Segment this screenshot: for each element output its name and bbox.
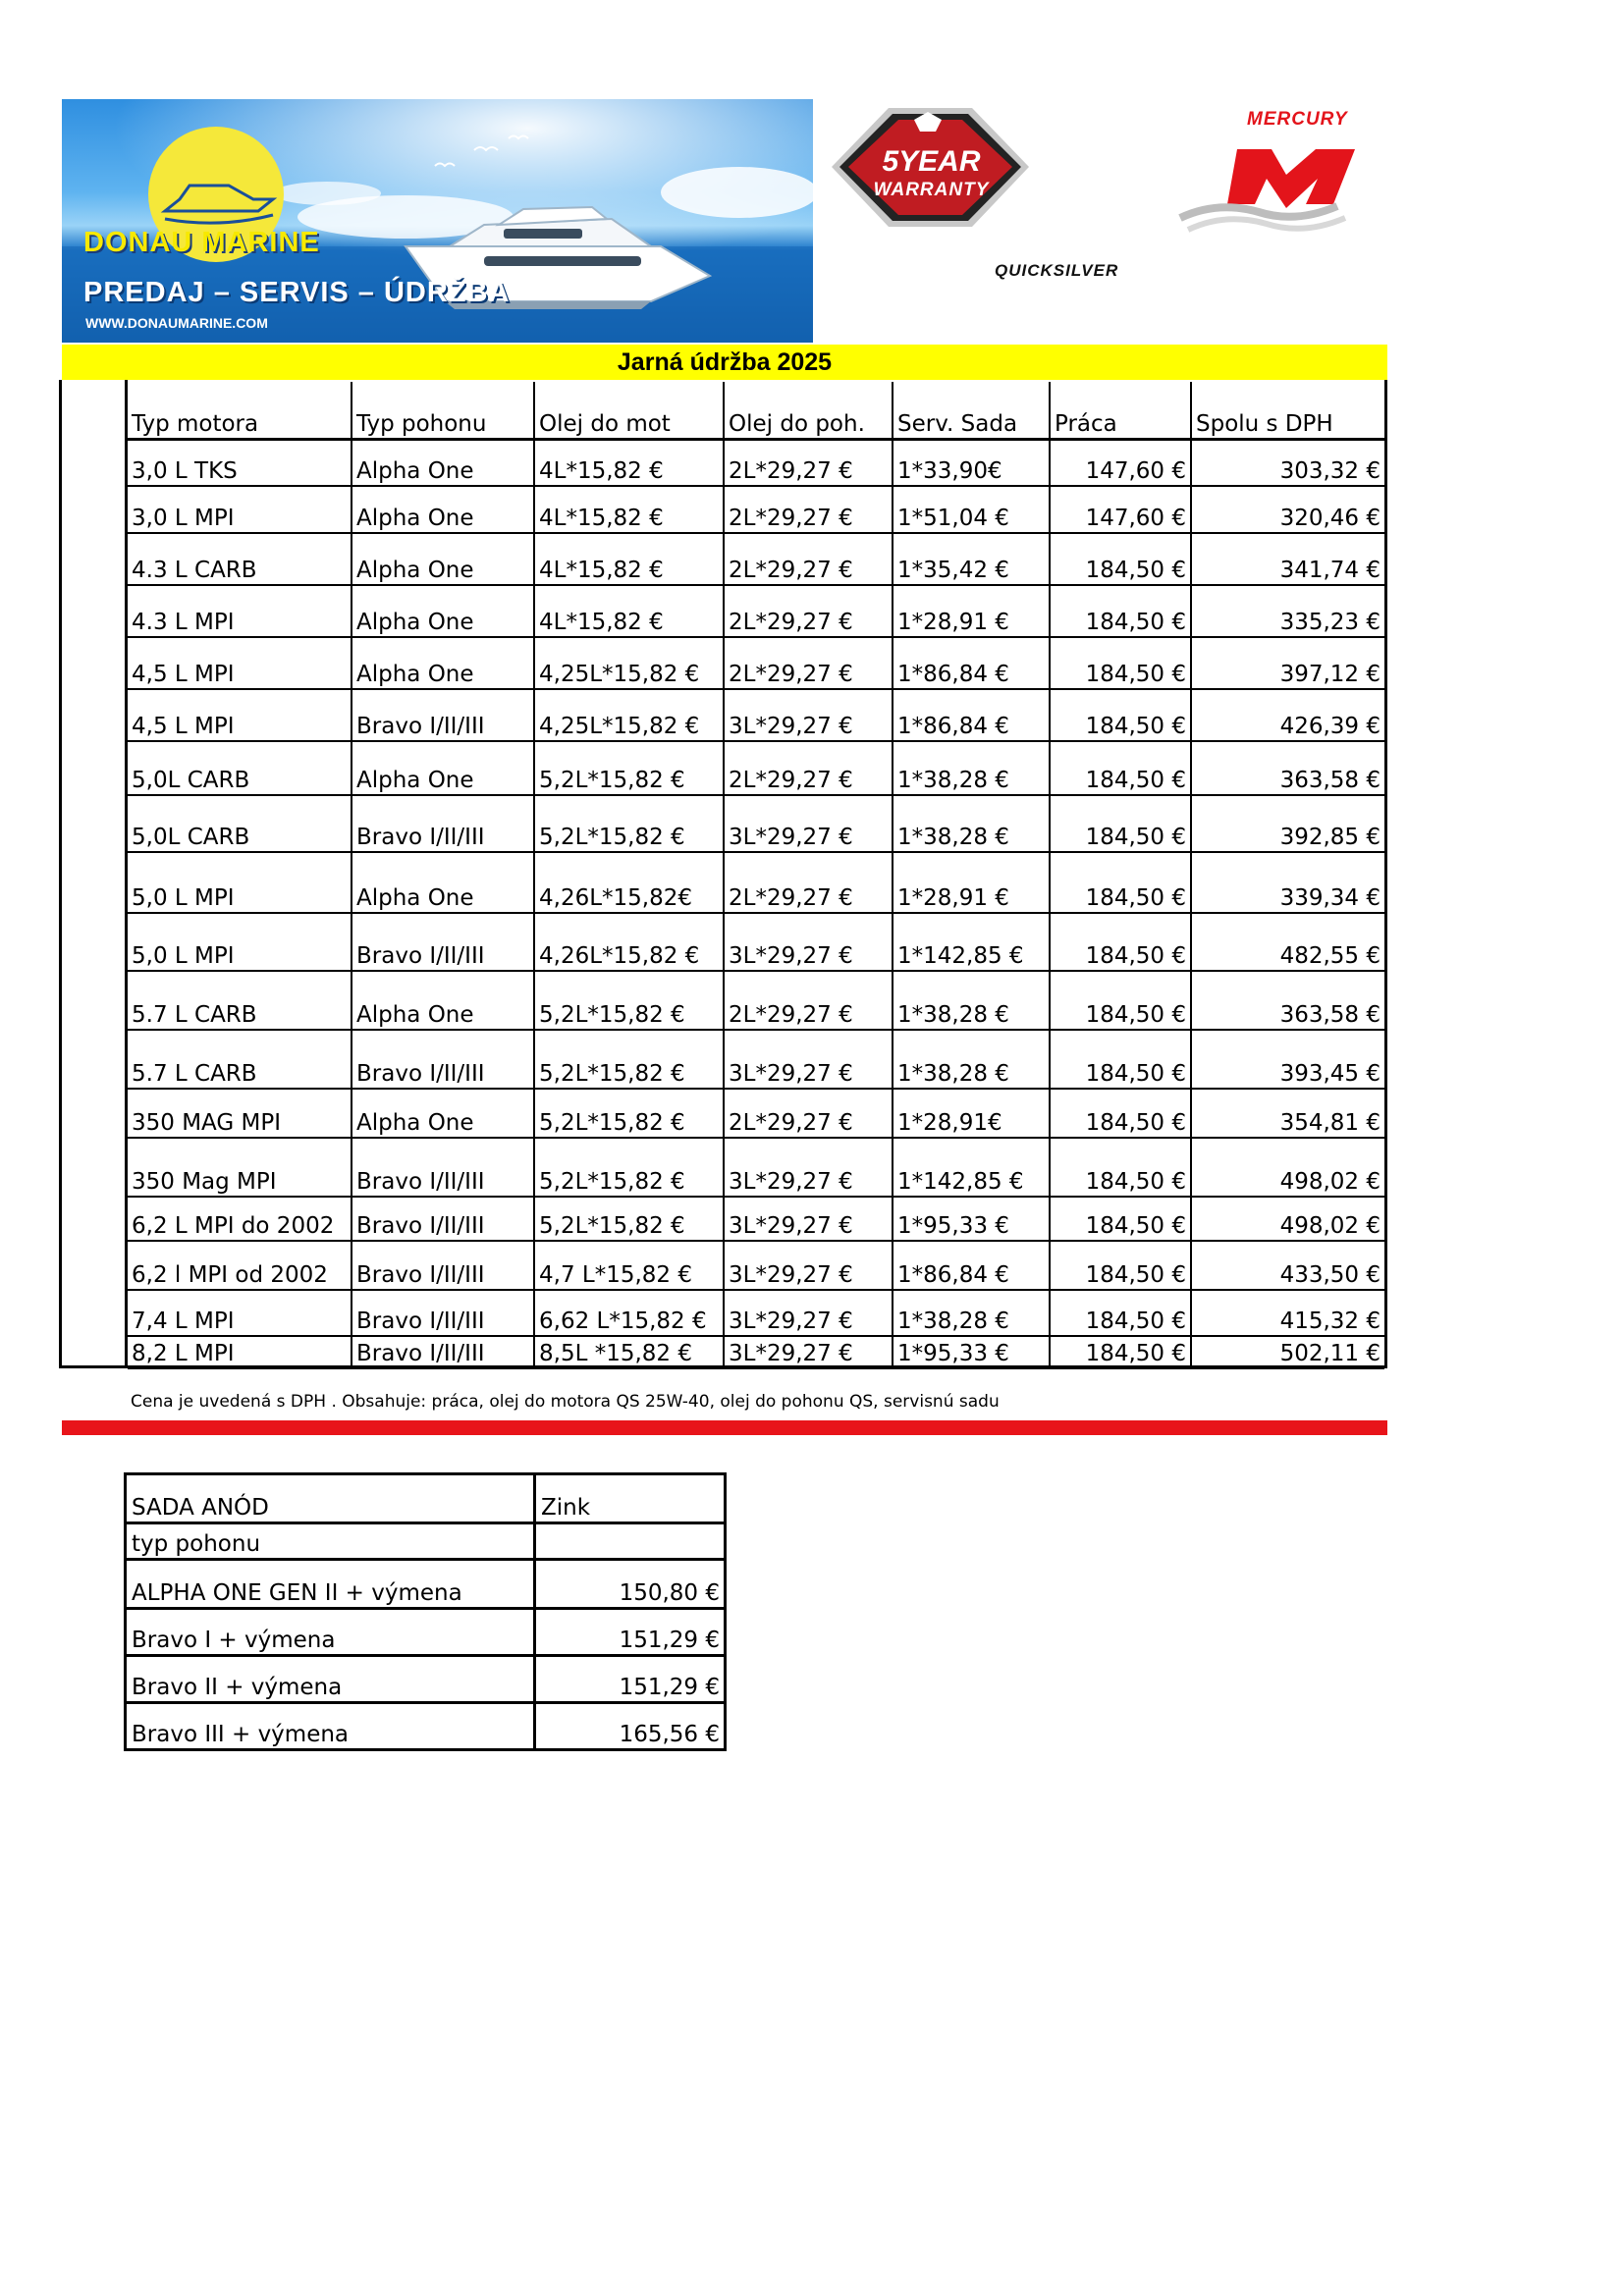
column-header: Typ pohonu <box>352 382 534 439</box>
service-kit-cell: 1*142,85 € <box>893 913 1050 971</box>
labor-cell: 147,60 € <box>1050 439 1191 486</box>
column-header: Práca <box>1050 382 1191 439</box>
service-kit-cell: 1*86,84 € <box>893 1241 1050 1290</box>
boat-logo-icon <box>160 172 278 231</box>
service-kit-cell: 1*38,28 € <box>893 741 1050 795</box>
engine-oil-cell: 5,2L*15,82 € <box>534 971 724 1030</box>
price-footnote: Cena je uvedená s DPH . Obsahuje: práca, olej do motora QS 25W-40, olej do pohonu QS, servisnú sadu <box>131 1392 1000 1412</box>
drive-oil-cell: 2L*29,27 € <box>724 637 893 689</box>
total-cell: 341,74 € <box>1191 533 1384 585</box>
table-row <box>128 689 1384 741</box>
labor-cell: 184,50 € <box>1050 971 1191 1030</box>
mercury-brand: MERCURY <box>1247 109 1348 130</box>
labor-cell: 184,50 € <box>1050 637 1191 689</box>
engine-cell: 6,2 L MPI do 2002 <box>128 1197 352 1241</box>
anode-drive-cell: Bravo I + výmena <box>126 1609 535 1656</box>
labor-cell: 184,50 € <box>1050 1089 1191 1138</box>
drive-cell: Bravo I/II/III <box>352 1030 534 1089</box>
engine-oil-cell: 5,2L*15,82 € <box>534 1089 724 1138</box>
service-kit-cell: 1*28,91€ <box>893 1089 1050 1138</box>
service-kit-cell: 1*28,91 € <box>893 585 1050 637</box>
labor-cell: 184,50 € <box>1050 795 1191 852</box>
anode-drive-cell: Bravo III + výmena <box>126 1703 535 1750</box>
company-name: DONAU MARINE <box>83 227 320 258</box>
drive-cell: Bravo I/II/III <box>352 913 534 971</box>
engine-oil-cell: 5,2L*15,82 € <box>534 795 724 852</box>
engine-cell: 3,0 L MPI <box>128 486 352 533</box>
service-kit-cell: 1*38,28 € <box>893 971 1050 1030</box>
table-row <box>128 852 1384 913</box>
labor-cell: 184,50 € <box>1050 1336 1191 1368</box>
anode-header-value: Zink <box>535 1474 726 1523</box>
engine-oil-cell: 4,26L*15,82 € <box>534 913 724 971</box>
engine-cell: 3,0 L TKS <box>128 439 352 486</box>
service-kit-cell: 1*86,84 € <box>893 637 1050 689</box>
total-cell: 433,50 € <box>1191 1241 1384 1290</box>
table-row <box>128 486 1384 533</box>
drive-cell: Alpha One <box>352 741 534 795</box>
engine-cell: 5,0L CARB <box>128 795 352 852</box>
total-cell: 393,45 € <box>1191 1030 1384 1089</box>
table-row <box>128 741 1384 795</box>
total-cell: 339,34 € <box>1191 852 1384 913</box>
engine-oil-cell: 4L*15,82 € <box>534 533 724 585</box>
labor-cell: 184,50 € <box>1050 852 1191 913</box>
drive-cell: Alpha One <box>352 637 534 689</box>
engine-oil-cell: 4L*15,82 € <box>534 439 724 486</box>
drive-oil-cell: 2L*29,27 € <box>724 533 893 585</box>
engine-oil-cell: 4,7 L*15,82 € <box>534 1241 724 1290</box>
anode-price-cell: 165,56 € <box>535 1703 726 1750</box>
drive-cell: Bravo I/II/III <box>352 1138 534 1197</box>
engine-oil-cell: 4,25L*15,82 € <box>534 689 724 741</box>
drive-cell: Bravo I/II/III <box>352 1290 534 1336</box>
engine-cell: 8,2 L MPI <box>128 1336 352 1368</box>
engine-cell: 5.7 L CARB <box>128 971 352 1030</box>
table-row <box>126 1609 726 1656</box>
price-table-left-margin <box>62 380 128 1365</box>
service-kit-cell: 1*38,28 € <box>893 1290 1050 1336</box>
labor-cell: 184,50 € <box>1050 585 1191 637</box>
labor-cell: 184,50 € <box>1050 1290 1191 1336</box>
service-kit-cell: 1*142,85 € <box>893 1138 1050 1197</box>
engine-cell: 5,0 L MPI <box>128 913 352 971</box>
engine-cell: 4,5 L MPI <box>128 689 352 741</box>
engine-oil-cell: 4,26L*15,82€ <box>534 852 724 913</box>
drive-oil-cell: 3L*29,27 € <box>724 913 893 971</box>
total-cell: 498,02 € <box>1191 1138 1384 1197</box>
labor-cell: 184,50 € <box>1050 1197 1191 1241</box>
anode-subheader-row <box>126 1523 726 1560</box>
drive-cell: Alpha One <box>352 439 534 486</box>
labor-cell: 184,50 € <box>1050 913 1191 971</box>
table-row <box>128 1336 1384 1368</box>
engine-oil-cell: 5,2L*15,82 € <box>534 1138 724 1197</box>
engine-cell: 4.3 L CARB <box>128 533 352 585</box>
service-kit-cell: 1*28,91 € <box>893 852 1050 913</box>
anode-drive-cell: ALPHA ONE GEN II + výmena <box>126 1560 535 1609</box>
drive-oil-cell: 2L*29,27 € <box>724 439 893 486</box>
table-row <box>128 637 1384 689</box>
labor-cell: 184,50 € <box>1050 1030 1191 1089</box>
drive-cell: Alpha One <box>352 971 534 1030</box>
labor-cell: 184,50 € <box>1050 741 1191 795</box>
table-row <box>126 1656 726 1703</box>
engine-oil-cell: 8,5L *15,82 € <box>534 1336 724 1368</box>
drive-cell: Alpha One <box>352 533 534 585</box>
drive-oil-cell: 2L*29,27 € <box>724 741 893 795</box>
engine-cell: 5,0L CARB <box>128 741 352 795</box>
engine-oil-cell: 4L*15,82 € <box>534 486 724 533</box>
column-header: Spolu s DPH <box>1191 382 1384 439</box>
drive-cell: Bravo I/II/III <box>352 689 534 741</box>
total-cell: 502,11 € <box>1191 1336 1384 1368</box>
drive-cell: Bravo I/II/III <box>352 1336 534 1368</box>
labor-cell: 147,60 € <box>1050 486 1191 533</box>
total-cell: 303,32 € <box>1191 439 1384 486</box>
total-cell: 354,81 € <box>1191 1089 1384 1138</box>
service-kit-cell: 1*86,84 € <box>893 689 1050 741</box>
anode-header-row <box>126 1474 726 1523</box>
drive-oil-cell: 3L*29,27 € <box>724 1241 893 1290</box>
drive-cell: Alpha One <box>352 852 534 913</box>
service-kit-cell: 1*38,28 € <box>893 1030 1050 1089</box>
drive-oil-cell: 3L*29,27 € <box>724 1336 893 1368</box>
table-row <box>128 1138 1384 1197</box>
total-cell: 426,39 € <box>1191 689 1384 741</box>
drive-oil-cell: 3L*29,27 € <box>724 1197 893 1241</box>
table-row <box>128 1290 1384 1336</box>
anode-table <box>124 1472 727 1751</box>
column-header: Typ motora <box>128 382 352 439</box>
engine-oil-cell: 5,2L*15,82 € <box>534 1030 724 1089</box>
drive-oil-cell: 2L*29,27 € <box>724 486 893 533</box>
quicksilver-brand: QUICKSILVER <box>995 261 1119 280</box>
engine-cell: 350 Mag MPI <box>128 1138 352 1197</box>
table-row <box>128 585 1384 637</box>
price-table <box>128 382 1384 1369</box>
total-cell: 415,32 € <box>1191 1290 1384 1336</box>
anode-subheader-label: typ pohonu <box>126 1523 535 1560</box>
anode-price-cell: 151,29 € <box>535 1656 726 1703</box>
drive-oil-cell: 3L*29,27 € <box>724 1290 893 1336</box>
labor-cell: 184,50 € <box>1050 1241 1191 1290</box>
engine-cell: 7,4 L MPI <box>128 1290 352 1336</box>
labor-cell: 184,50 € <box>1050 533 1191 585</box>
service-kit-cell: 1*33,90€ <box>893 439 1050 486</box>
service-kit-cell: 1*35,42 € <box>893 533 1050 585</box>
column-header: Serv. Sada <box>893 382 1050 439</box>
labor-cell: 184,50 € <box>1050 1138 1191 1197</box>
anode-subheader-value <box>535 1523 726 1560</box>
drive-cell: Alpha One <box>352 486 534 533</box>
price-table-header <box>128 382 1384 439</box>
service-kit-cell: 1*38,28 € <box>893 795 1050 852</box>
engine-cell: 350 MAG MPI <box>128 1089 352 1138</box>
warranty-sub: WARRANTY <box>873 180 990 200</box>
drive-oil-cell: 3L*29,27 € <box>724 1138 893 1197</box>
table-row <box>128 1030 1384 1089</box>
anode-drive-cell: Bravo II + výmena <box>126 1656 535 1703</box>
service-kit-cell: 1*51,04 € <box>893 486 1050 533</box>
table-row <box>128 533 1384 585</box>
total-cell: 320,46 € <box>1191 486 1384 533</box>
drive-oil-cell: 2L*29,27 € <box>724 852 893 913</box>
drive-cell: Bravo I/II/III <box>352 1241 534 1290</box>
company-banner <box>62 99 813 343</box>
company-website: WWW.DONAUMARINE.COM <box>85 315 268 331</box>
engine-oil-cell: 4L*15,82 € <box>534 585 724 637</box>
engine-cell: 5.7 L CARB <box>128 1030 352 1089</box>
drive-oil-cell: 3L*29,27 € <box>724 1030 893 1089</box>
total-cell: 363,58 € <box>1191 971 1384 1030</box>
table-row <box>128 795 1384 852</box>
table-row <box>126 1703 726 1750</box>
page-title: Jarná údržba 2025 <box>62 345 1387 380</box>
engine-oil-cell: 4,25L*15,82 € <box>534 637 724 689</box>
anode-price-cell: 151,29 € <box>535 1609 726 1656</box>
column-header: Olej do poh. <box>724 382 893 439</box>
drive-oil-cell: 2L*29,27 € <box>724 585 893 637</box>
column-header: Olej do mot <box>534 382 724 439</box>
total-cell: 397,12 € <box>1191 637 1384 689</box>
anode-header-label: SADA ANÓD <box>126 1474 535 1523</box>
total-cell: 335,23 € <box>1191 585 1384 637</box>
table-row <box>128 1241 1384 1290</box>
engine-cell: 4,5 L MPI <box>128 637 352 689</box>
company-tagline: PREDAJ – SERVIS – ÚDRŽBA <box>83 277 511 308</box>
service-kit-cell: 1*95,33 € <box>893 1336 1050 1368</box>
engine-cell: 5,0 L MPI <box>128 852 352 913</box>
drive-cell: Alpha One <box>352 1089 534 1138</box>
engine-oil-cell: 5,2L*15,82 € <box>534 741 724 795</box>
table-row <box>126 1560 726 1609</box>
labor-cell: 184,50 € <box>1050 689 1191 741</box>
total-cell: 482,55 € <box>1191 913 1384 971</box>
anode-price-cell: 150,80 € <box>535 1560 726 1609</box>
drive-oil-cell: 2L*29,27 € <box>724 1089 893 1138</box>
engine-cell: 4.3 L MPI <box>128 585 352 637</box>
warranty-main: 5YEAR <box>882 145 981 178</box>
table-row <box>128 913 1384 971</box>
table-row <box>128 1197 1384 1241</box>
drive-oil-cell: 2L*29,27 € <box>724 971 893 1030</box>
engine-cell: 6,2 l MPI od 2002 <box>128 1241 352 1290</box>
table-row <box>128 439 1384 486</box>
service-kit-cell: 1*95,33 € <box>893 1197 1050 1241</box>
drive-cell: Alpha One <box>352 585 534 637</box>
red-divider <box>62 1420 1387 1435</box>
total-cell: 498,02 € <box>1191 1197 1384 1241</box>
total-cell: 363,58 € <box>1191 741 1384 795</box>
drive-oil-cell: 3L*29,27 € <box>724 795 893 852</box>
drive-oil-cell: 3L*29,27 € <box>724 689 893 741</box>
table-row <box>128 971 1384 1030</box>
drive-cell: Bravo I/II/III <box>352 1197 534 1241</box>
table-row <box>128 1089 1384 1138</box>
engine-oil-cell: 6,62 L*15,82 € <box>534 1290 724 1336</box>
drive-cell: Bravo I/II/III <box>352 795 534 852</box>
total-cell: 392,85 € <box>1191 795 1384 852</box>
engine-oil-cell: 5,2L*15,82 € <box>534 1197 724 1241</box>
